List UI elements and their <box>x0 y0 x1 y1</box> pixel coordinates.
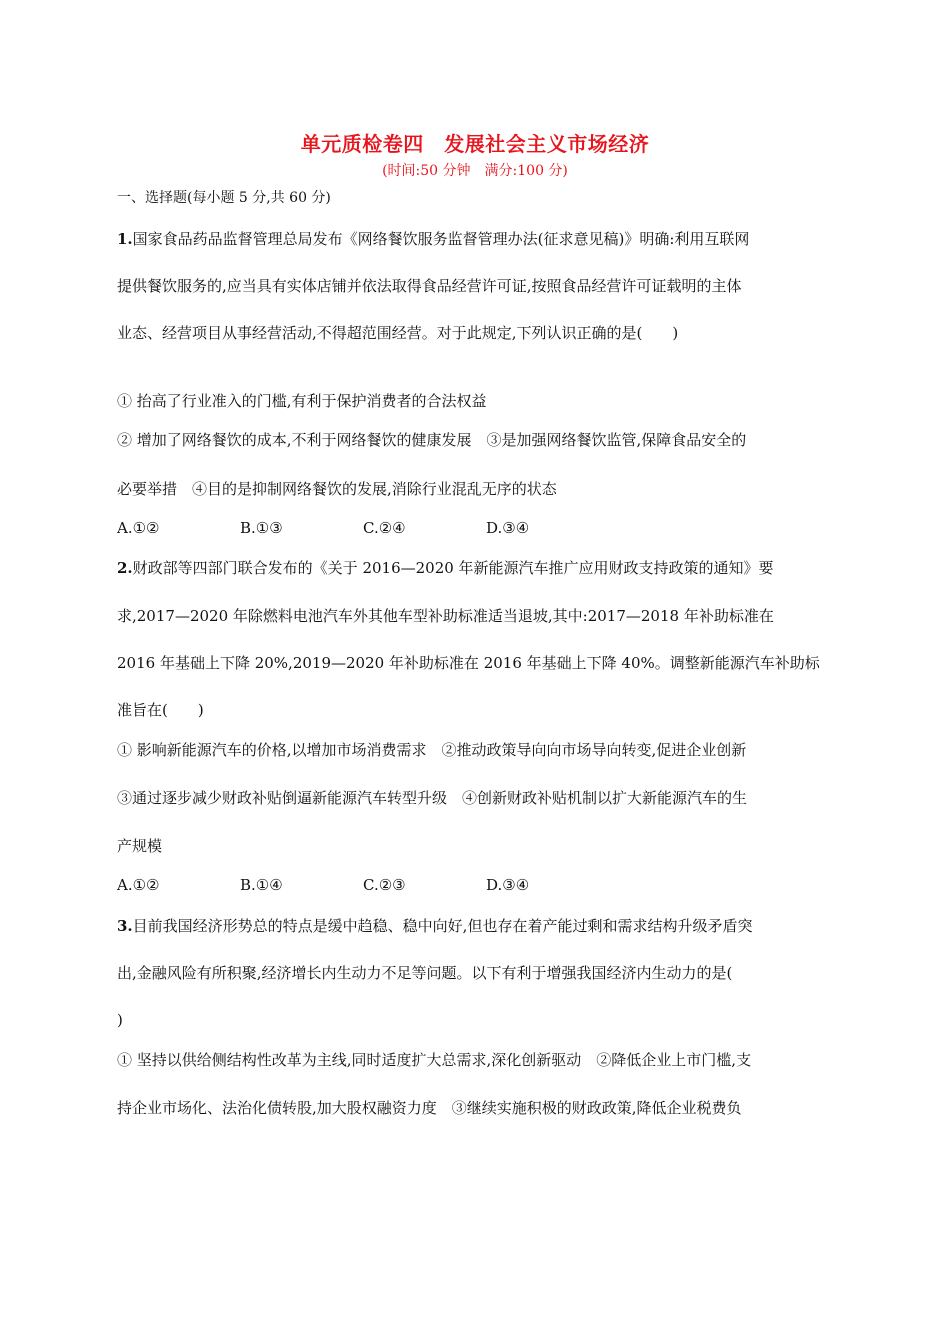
question-text: 国家食品药品监督管理总局发布《网络餐饮服务监督管理办法(征求意见稿)》明确:利用互联网 <box>132 230 750 248</box>
option-b: B.①④ <box>240 876 283 894</box>
question-1-statement-1: ① 抬高了行业准入的门槛,有利于保护消费者的合法权益 <box>117 392 487 410</box>
question-2-statement-3: 产规模 <box>117 837 163 855</box>
option-c: C.②③ <box>363 876 406 894</box>
option-d: D.③④ <box>486 876 530 894</box>
option-a: A.①② <box>117 519 160 537</box>
question-number: 2. <box>117 559 133 577</box>
section-heading: 一、选择题(每小题 5 分,共 60 分) <box>117 190 331 206</box>
question-2-line-4: 准旨在( ) <box>117 701 204 719</box>
question-text: 目前我国经济形势总的特点是缓中趋稳、稳中向好,但也存在着产能过剩和需求结构升级矛盾突 <box>132 917 753 935</box>
question-2-statement-2: ③通过逐步减少财政补贴倒逼新能源汽车转型升级 ④创新财政补贴机制以扩大新能源汽车的生 <box>117 789 748 807</box>
question-3-line-2: 出,金融风险有所积聚,经济增长内生动力不足等问题。以下有利于增强我国经济内生动力的是( <box>117 964 733 982</box>
question-number: 3. <box>117 917 133 935</box>
question-1-line-3: 业态、经营项目从事经营活动,不得超范围经营。对于此规定,下列认识正确的是( ) <box>117 324 679 342</box>
question-2-statement-1: ① 影响新能源汽车的价格,以增加市场消费需求 ②推动政策导向向市场导向转变,促进企业创新 <box>117 741 747 759</box>
question-3-line-3: ) <box>117 1011 123 1029</box>
question-1-line-1 <box>117 229 837 249</box>
question-3-statement-1: ① 坚持以供给侧结构性改革为主线,同时适度扩大总需求,深化创新驱动 ②降低企业上市门槛,支 <box>117 1051 752 1069</box>
question-1-statement-2: ② 增加了网络餐饮的成本,不利于网络餐饮的健康发展 ③是加强网络餐饮监管,保障食品安全的 <box>117 431 747 449</box>
question-1-statement-3: 必要举措 ④目的是抑制网络餐饮的发展,消除行业混乱无序的状态 <box>117 480 557 498</box>
option-b: B.①③ <box>240 519 283 537</box>
question-1-line-2: 提供餐饮服务的,应当具有实体店铺并依法取得食品经营许可证,按照食品经营许可证载明的主体 <box>117 277 742 295</box>
question-text: 财政部等四部门联合发布的《关于 2016—2020 年新能源汽车推广应用财政支持政策的通知》要 <box>132 559 774 577</box>
question-2-options <box>117 875 609 895</box>
question-3-line-1 <box>117 916 837 936</box>
question-1-options <box>117 518 609 538</box>
question-2-line-3: 2016 年基础上下降 20%,2019—2020 年补助标准在 2016 年基础上下降 40%。调整新能源汽车补助标 <box>117 654 820 672</box>
question-number: 1. <box>117 230 133 248</box>
question-2-line-2: 求,2017—2020 年除燃料电池汽车外其他车型补助标准适当退坡,其中:2017—2018 年补助标准在 <box>117 607 774 625</box>
question-3-statement-2: 持企业市场化、法治化债转股,加大股权融资力度 ③继续实施积极的财政政策,降低企业税费负 <box>117 1099 742 1117</box>
option-c: C.②④ <box>363 519 406 537</box>
page-subtitle: (时间:50 分钟 满分:100 分) <box>382 163 568 179</box>
option-a: A.①② <box>117 876 160 894</box>
question-2-line-1 <box>117 558 837 578</box>
option-d: D.③④ <box>486 519 530 537</box>
page-title: 单元质检卷四 发展社会主义市场经济 <box>300 132 650 156</box>
